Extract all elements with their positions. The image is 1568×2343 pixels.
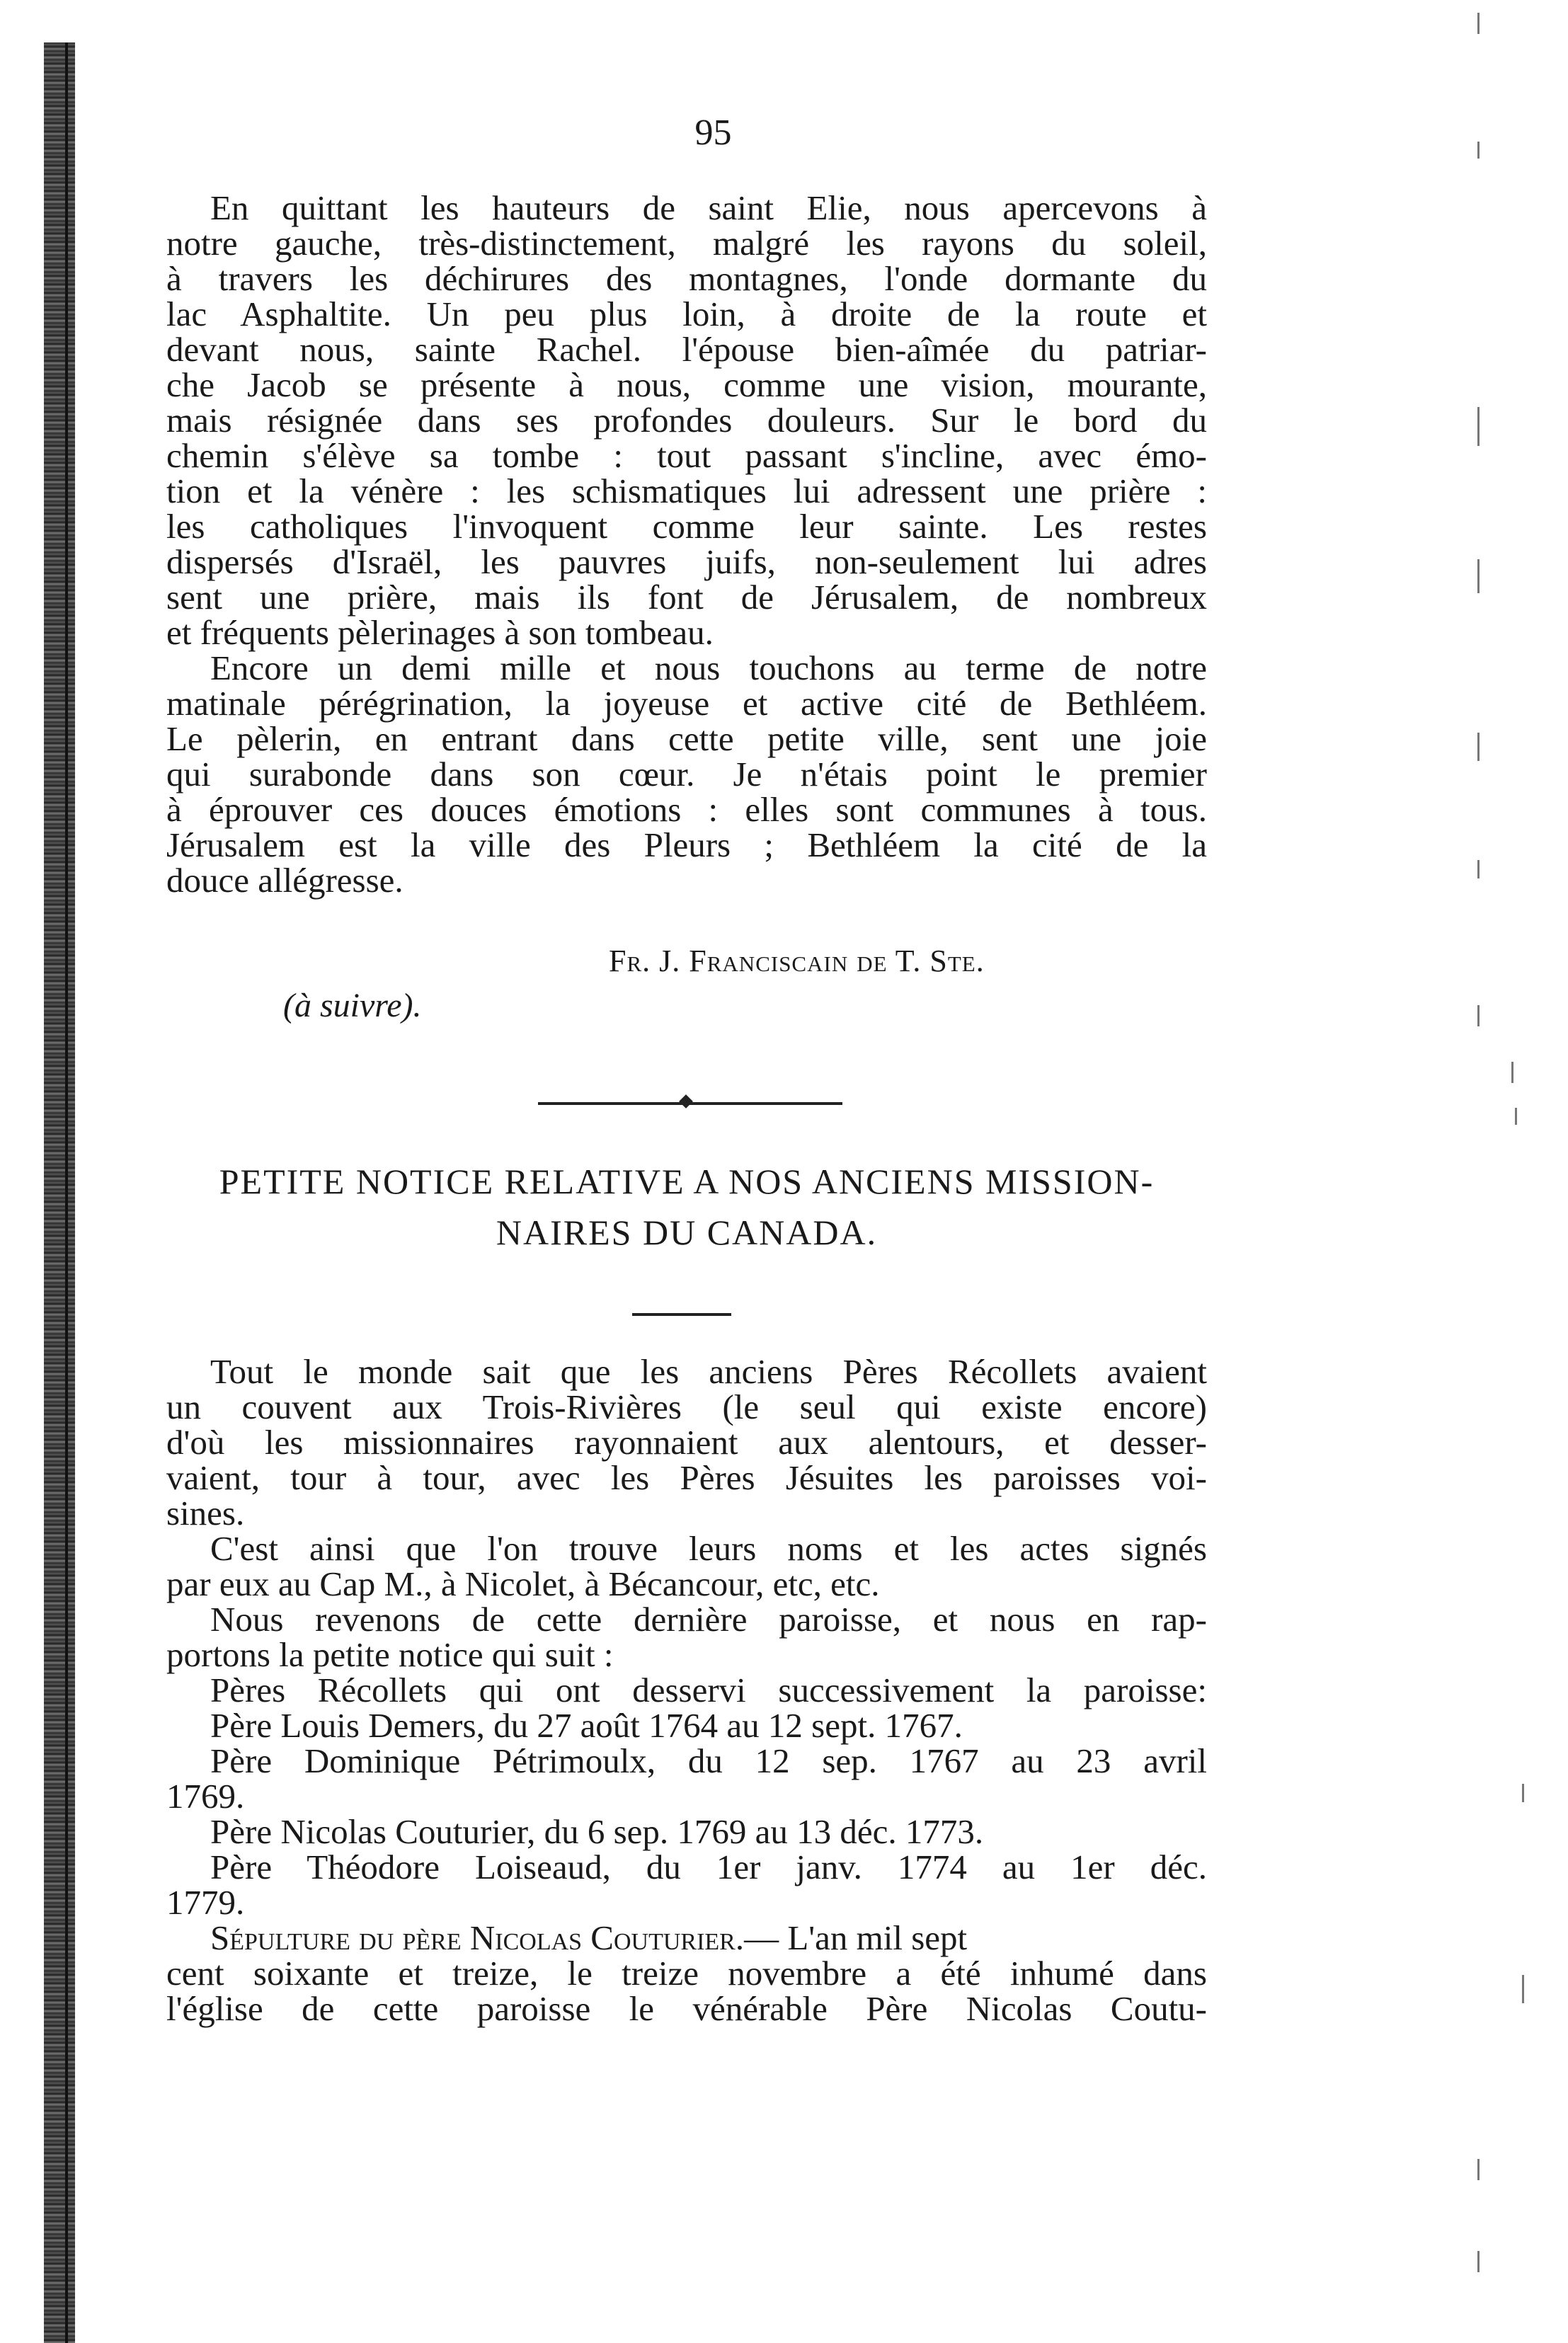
- scan-mark: [1477, 142, 1480, 159]
- scan-mark: [1477, 860, 1480, 878]
- body-line: che Jacob se présente à nous, comme une vision, mourante,: [166, 365, 1207, 404]
- body-line: matinale pérégrination, la joyeuse et active cité de Bethléem.: [166, 684, 1207, 723]
- body-line: Le pèlerin, en entrant dans cette petite ville, sent une joie: [166, 719, 1207, 758]
- scan-mark: [1477, 559, 1480, 593]
- body-line: tion et la vénère : les schismatiques lui adressent une prière :: [166, 471, 1207, 510]
- body-line: mais résignée dans ses profondes douleurs. Sur le bord du: [166, 401, 1207, 440]
- section-ornament-diamond: [679, 1094, 693, 1109]
- sepulture-heading: Sépulture du père Nicolas Couturier.—: [210, 1918, 779, 1957]
- body-line: sines.: [166, 1494, 245, 1533]
- scan-mark: [1515, 1108, 1517, 1125]
- scan-mark: [1477, 2159, 1480, 2180]
- body-line: notre gauche, très-distinctement, malgré les rayons du soleil,: [166, 224, 1207, 263]
- body-line: Père Théodore Loiseaud, du 1er janv. 1774 au 1er déc.: [210, 1848, 1207, 1886]
- body-line: 1769.: [166, 1777, 245, 1816]
- page-number: 95: [694, 113, 732, 153]
- body-line: douce allégresse.: [166, 861, 404, 900]
- body-line: Père Louis Demers, du 27 août 1764 au 12 sept. 1767.: [210, 1706, 963, 1745]
- body-line: C'est ainsi que l'on trouve leurs noms et les actes signés: [210, 1529, 1207, 1568]
- body-line: à éprouver ces douces émotions : elles sont communes à tous.: [166, 790, 1207, 829]
- body-line: Tout le monde sait que les anciens Pères Récollets avaient: [210, 1352, 1207, 1391]
- continuation-note: (à suivre).: [283, 987, 422, 1024]
- scan-mark: [1477, 1005, 1480, 1026]
- body-line: cent soixante et treize, le treize novembre a été inhumé dans: [166, 1954, 1207, 1993]
- body-line: dispersés d'Israël, les pauvres juifs, non-seulement lui adres: [166, 542, 1207, 581]
- body-line: chemin s'élève sa tombe : tout passant s'incline, avec émo-: [166, 436, 1207, 475]
- scan-mark: [1477, 407, 1480, 446]
- scan-mark: [1522, 1975, 1524, 2003]
- scan-mark: [1477, 13, 1480, 34]
- body-line: Encore un demi mille et nous touchons au terme de notre: [210, 648, 1207, 687]
- body-line: à travers les déchirures des montagnes, l'onde dormante du: [166, 259, 1207, 298]
- body-line: et fréquents pèlerinages à son tombeau.: [166, 613, 714, 652]
- body-line: lac Asphaltite. Un peu plus loin, à droite de la route et: [166, 294, 1207, 333]
- sepulture-text: L'an mil sept: [787, 1918, 968, 1957]
- body-line: En quittant les hauteurs de saint Elie, nous apercevons à: [210, 188, 1207, 227]
- body-line: un couvent aux Trois-Rivières (le seul qui existe encore): [166, 1387, 1207, 1426]
- body-line: Jérusalem est la ville des Pleurs ; Bethléem la cité de la: [166, 825, 1207, 864]
- scan-mark: [1477, 733, 1480, 761]
- scan-mark: [1522, 1784, 1524, 1802]
- body-line: Père Dominique Pétrimoulx, du 12 sep. 1767 au 23 avril: [210, 1741, 1207, 1780]
- notice-title-line: NAIRES DU CANADA.: [496, 1213, 878, 1252]
- body-line: d'où les missionnaires rayonnaient aux alentours, et desser-: [166, 1423, 1207, 1462]
- body-line: les catholiques l'invoquent comme leur sainte. Les restes: [166, 507, 1207, 546]
- body-line: l'église de cette paroisse le vénérable Père Nicolas Coutu-: [166, 1989, 1207, 2028]
- body-line: 1779.: [166, 1883, 245, 1922]
- title-rule: [632, 1313, 731, 1316]
- body-line: par eux au Cap M., à Nicolet, à Bécancour, etc, etc.: [166, 1564, 880, 1603]
- body-line: Père Nicolas Couturier, du 6 sep. 1769 au 13 déc. 1773.: [210, 1812, 984, 1851]
- binding-line: [65, 42, 68, 2343]
- body-line: sent une prière, mais ils font de Jérusalem, de nombreux: [166, 578, 1207, 617]
- scan-mark: [1511, 1062, 1513, 1083]
- scan-mark: [1477, 2251, 1480, 2272]
- body-line: devant nous, sainte Rachel. l'épouse bien-aîmée du patriar-: [166, 330, 1207, 369]
- body-line: Nous revenons de cette dernière paroisse, et nous en rap-: [210, 1600, 1207, 1639]
- body-line: Pères Récollets qui ont desservi successivement la paroisse:: [210, 1671, 1207, 1709]
- binding-edge: [44, 42, 75, 2343]
- body-line: vaient, tour à tour, avec les Pères Jésuites les paroisses voi-: [166, 1458, 1207, 1497]
- body-line: portons la petite notice qui suit :: [166, 1635, 614, 1674]
- body-line: qui surabonde dans son cœur. Je n'étais point le premier: [166, 755, 1207, 794]
- author-signature: Fr. J. Franciscain de T. Ste.: [609, 944, 985, 978]
- notice-title-line: PETITE NOTICE RELATIVE A NOS ANCIENS MISSION-: [219, 1162, 1155, 1201]
